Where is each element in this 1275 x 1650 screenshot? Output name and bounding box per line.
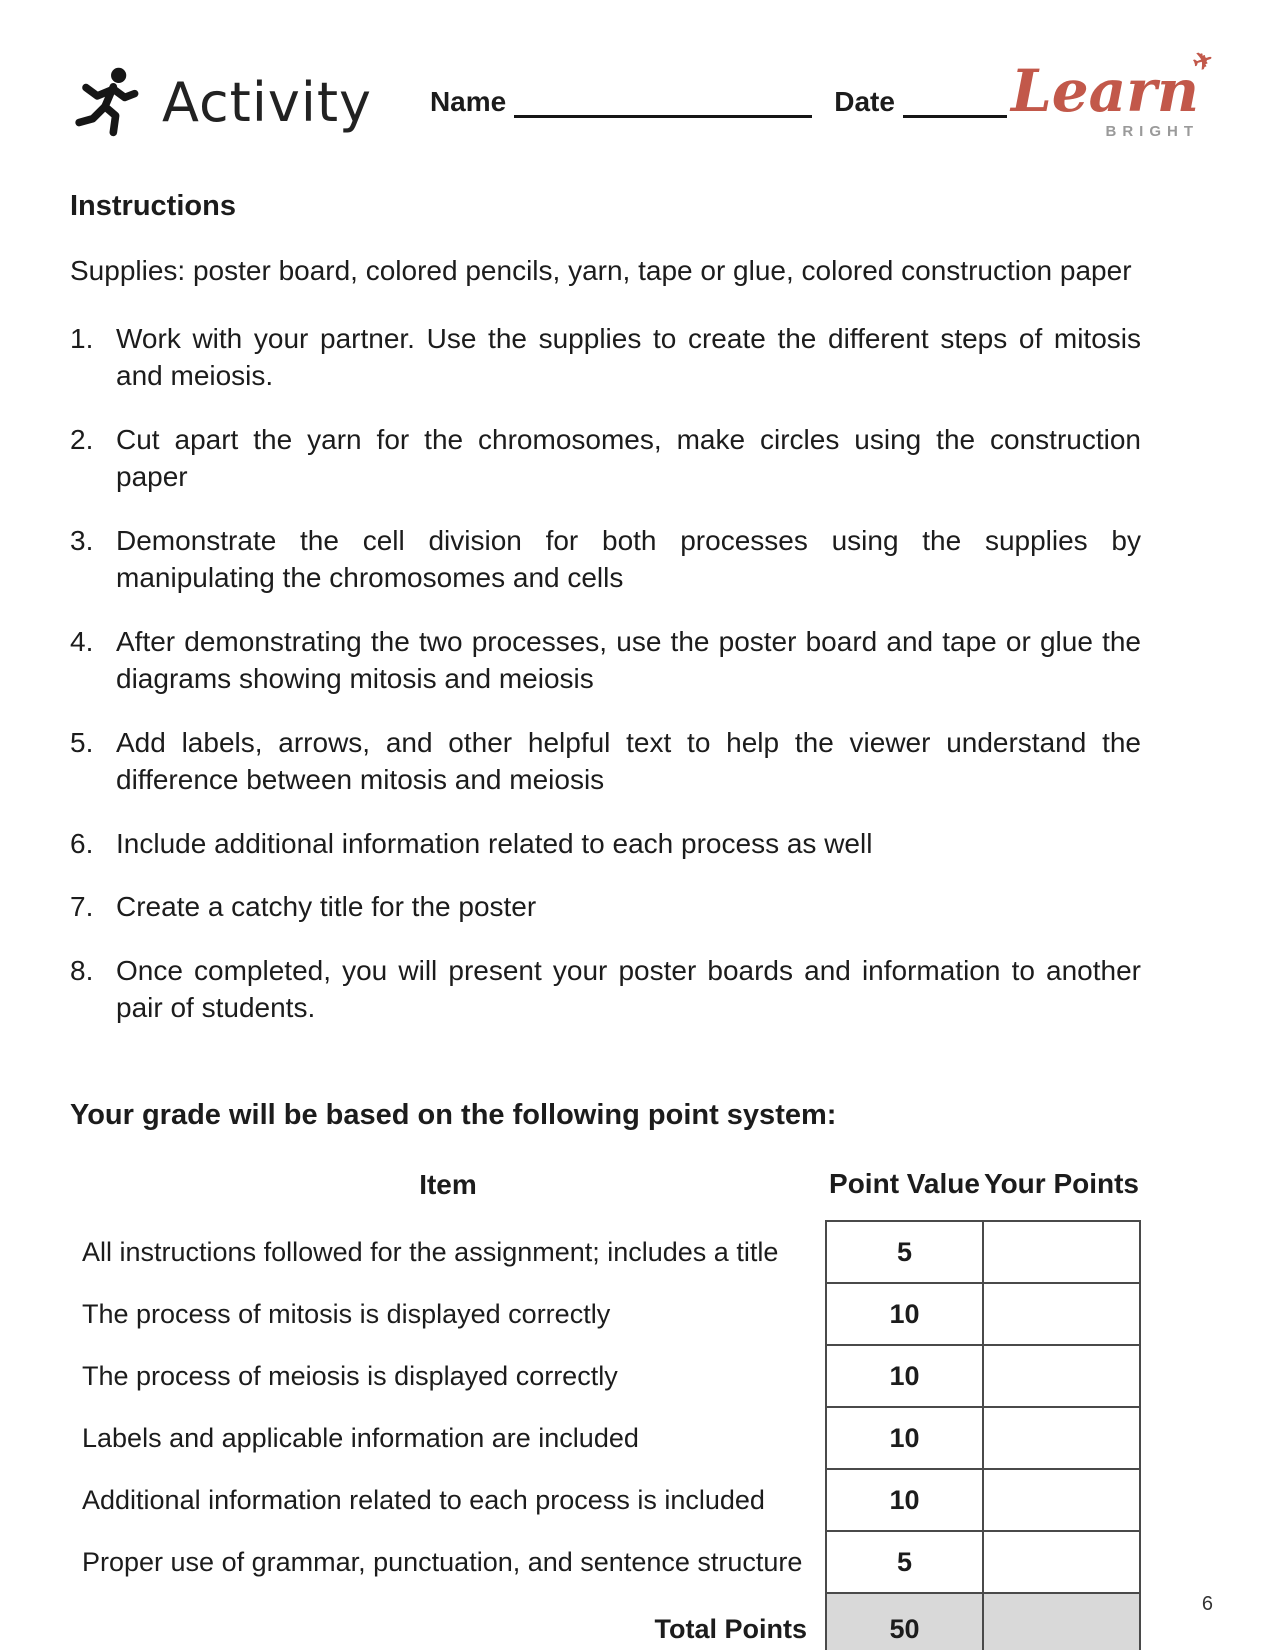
rubric-item: All instructions followed for the assignment; includes a title <box>82 1236 779 1267</box>
page-header <box>70 44 1217 152</box>
date-blank-line <box>903 88 1007 118</box>
instruction-steps-list <box>70 321 1141 1027</box>
step-number: 5. <box>70 726 94 758</box>
instruction-step <box>70 624 1141 698</box>
header-item: Item <box>419 1168 477 1200</box>
instruction-step <box>70 523 1141 597</box>
activity-title: Activity <box>162 70 372 134</box>
rubric-your-points <box>983 1221 1140 1283</box>
name-date-fields <box>430 86 1007 118</box>
instruction-step <box>70 953 1141 1027</box>
step-number: 2. <box>70 423 94 455</box>
logo-learn-wordmark <box>1011 44 1217 126</box>
step-text: Once completed, you will present your poster boards and information to another pair of students. <box>116 955 1141 1024</box>
step-text: Work with your partner. Use the supplies to create the different steps of mitosis and meiosis. <box>116 323 1141 391</box>
date-label: Date <box>834 86 895 117</box>
page-number: 6 <box>1201 1593 1213 1615</box>
instructions-heading: Instructions <box>70 190 236 222</box>
rubric-point-value: 10 <box>826 1469 983 1531</box>
rubric-row <box>70 1221 1140 1283</box>
step-text: Cut apart the yarn for the chromosomes, make circles using the construction paper <box>116 423 1141 492</box>
instruction-step <box>70 422 1141 496</box>
step-number: 6. <box>70 827 94 859</box>
running-person-icon <box>70 64 146 140</box>
rubric-total-row <box>70 1593 1140 1650</box>
instruction-step <box>70 321 1141 395</box>
step-text: Add labels, arrows, and other helpful text to help the viewer understand the difference between mitosis and meiosis <box>116 726 1141 795</box>
step-number: 8. <box>70 955 94 987</box>
step-number: 3. <box>70 524 94 556</box>
step-number: 7. <box>70 891 94 923</box>
grading-table <box>70 1168 1141 1650</box>
rubric-your-points <box>983 1345 1140 1407</box>
rubric-your-points <box>983 1283 1140 1345</box>
rubric-point-value: 5 <box>826 1531 983 1593</box>
rubric-point-value: 10 <box>826 1407 983 1469</box>
rubric-row <box>70 1531 1140 1593</box>
rubric-point-value: 10 <box>826 1345 983 1407</box>
rubric-point-value: 5 <box>826 1221 983 1283</box>
rubric-row <box>70 1469 1140 1531</box>
instruction-step <box>70 725 1141 799</box>
step-text: Include additional information related to each process as well <box>116 827 873 859</box>
supplies-line: Supplies: poster board, colored pencils, yarn, tape or glue, colored construction paper <box>70 255 1132 286</box>
rubric-item: Additional information related to each process is included <box>82 1484 765 1515</box>
rubric-item: The process of mitosis is displayed correctly <box>82 1298 611 1329</box>
instruction-step <box>70 889 1141 926</box>
rubric-item: Proper use of grammar, punctuation, and sentence structure <box>82 1546 803 1577</box>
grading-intro: Your grade will be based on the following point system: <box>70 1099 837 1132</box>
step-number: 4. <box>70 625 94 657</box>
rubric-item: The process of meiosis is displayed correctly <box>82 1360 618 1391</box>
step-text: Create a catchy title for the poster <box>116 891 537 923</box>
rubric-your-points <box>983 1469 1140 1531</box>
name-label: Name <box>429 86 507 117</box>
rubric-point-value: 10 <box>826 1283 983 1345</box>
step-number: 1. <box>70 323 94 354</box>
logo-bright-text: BRIGHT <box>1105 122 1199 140</box>
step-text: Demonstrate the cell division for both processes using the supplies by manipulating the chromosomes and cells <box>116 524 1141 593</box>
header-your-points: Your Points <box>983 1168 1140 1200</box>
rubric-row <box>70 1345 1140 1407</box>
rubric-row <box>70 1283 1140 1345</box>
header-point-value: Point Value <box>829 1168 980 1200</box>
logo-learn-text: Learn <box>1011 57 1199 126</box>
activity-brand <box>70 64 372 140</box>
plane-icon: ✈ <box>1188 44 1217 78</box>
total-point-value: 50 <box>826 1593 983 1650</box>
total-points-label: Total Points <box>654 1613 807 1644</box>
instruction-step <box>70 826 1141 863</box>
grading-table-header-row <box>70 1168 1140 1221</box>
rubric-your-points <box>983 1531 1140 1593</box>
rubric-your-points <box>983 1407 1140 1469</box>
rubric-item: Labels and applicable information are included <box>82 1422 639 1453</box>
step-text: After demonstrating the two processes, use the poster board and tape or glue the diagrams showing mitosis and meiosis <box>116 625 1141 694</box>
rubric-row <box>70 1407 1140 1469</box>
name-blank-line <box>514 88 812 118</box>
learn-bright-logo <box>1011 44 1217 140</box>
total-your-points <box>983 1593 1140 1650</box>
